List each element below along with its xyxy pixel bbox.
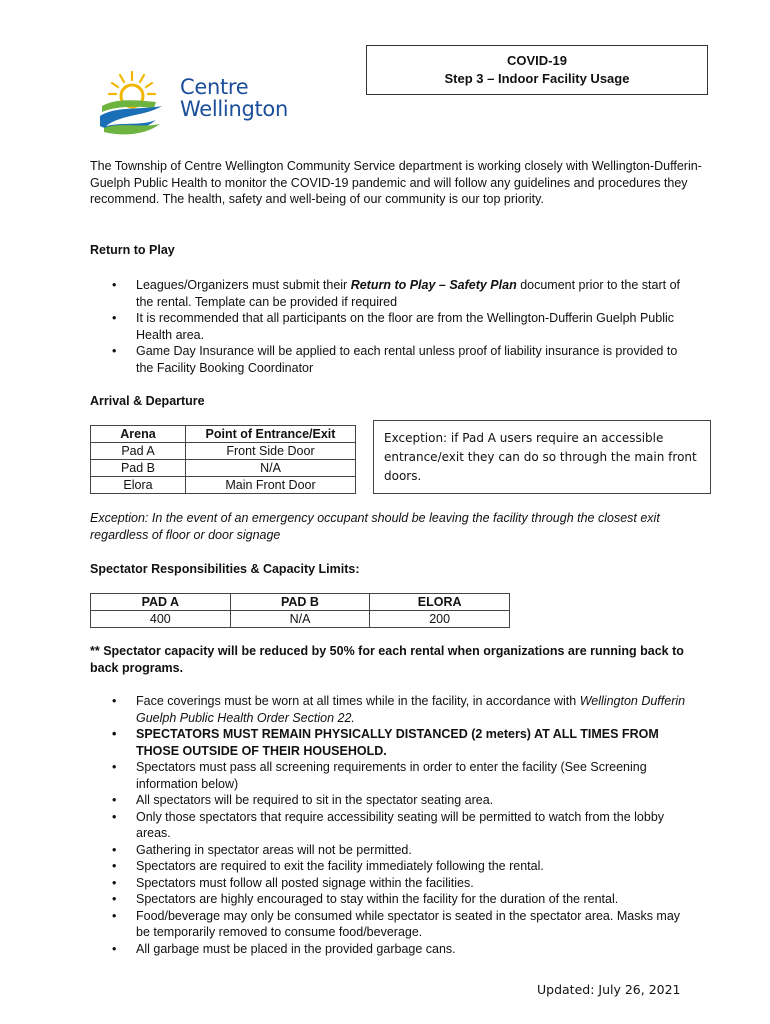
arrival-departure-heading: Arrival & Departure: [90, 394, 205, 408]
list-item: • Food/beverage may only be consumed while spectator is seated in the spectator area. Masks may be temporarily removed to consume food/beverage.: [90, 908, 690, 941]
list-item: • All spectators will be required to sit in the spectator seating area.: [90, 792, 690, 809]
capacity-cell: 400: [91, 611, 231, 628]
intro-paragraph: The Township of Centre Wellington Community Service department is working closely with Wellington-Dufferin-Guelph Public Health to monitor the COVID-19 pandemic and will follow any guidelines and procedures they recommend. The health, safety and well-being of our community is our top priority.: [90, 159, 702, 206]
list-item: • It is recommended that all participants on the floor are from the Wellington-Dufferin Guelph Public Health area.: [90, 310, 690, 343]
capacity-reduction-note: ** Spectator capacity will be reduced by 50% for each rental when organizations are running back to back programs.: [90, 644, 684, 675]
entrance-cell: N/A: [186, 460, 356, 477]
column-header-pad-b: PAD B: [230, 594, 370, 611]
list-item: • All garbage must be placed in the provided garbage cans.: [90, 941, 690, 958]
emergency-exception-note: Exception: In the event of an emergency occupant should be leaving the facility through the closest exit regardless of floor or door signage: [90, 511, 660, 542]
list-item: • Only those spectators that require accessibility seating will be permitted to watch from the lobby areas.: [90, 809, 690, 842]
updated-date: Updated: July 26, 2021: [537, 982, 681, 997]
entrance-cell: Front Side Door: [186, 443, 356, 460]
title-step: Step 3 – Indoor Facility Usage: [444, 71, 630, 86]
column-header-elora: ELORA: [370, 594, 510, 611]
table-row: [91, 443, 356, 460]
return-to-play-list: [90, 277, 690, 376]
logo-text-wellington: Wellington: [180, 97, 288, 121]
column-header-arena: Arena: [91, 426, 186, 443]
spectator-rules-list: [90, 693, 690, 957]
capacity-cell: 200: [370, 611, 510, 628]
arena-cell: Pad B: [91, 460, 186, 477]
list-item: • Game Day Insurance will be applied to each rental unless proof of liability insurance is provided to the Facility Booking Coordinator: [90, 343, 690, 376]
safety-plan-emphasis: Return to Play – Safety Plan: [350, 278, 517, 292]
logo-text-centre: Centre: [180, 75, 249, 99]
health-order-reference: Wellington Dufferin Guelph Public Health Order Section 22.: [136, 694, 686, 725]
list-item: • Face coverings must be worn at all times while in the facility, in accordance with Wellington Dufferin Guelph Public Health Order Section 22.: [90, 693, 690, 726]
arena-entrance-table: [90, 425, 356, 494]
title-covid: COVID-19: [507, 53, 567, 68]
list-item: • Spectators are required to exit the facility immediately following the rental.: [90, 858, 690, 875]
return-to-play-heading: Return to Play: [90, 243, 175, 257]
entrance-cell: Main Front Door: [186, 477, 356, 494]
list-item: • Leagues/Organizers must submit their Return to Play – Safety Plan document prior to the start of the rental. Template can be provided if required: [90, 277, 690, 310]
arena-cell: Elora: [91, 477, 186, 494]
spectator-heading: Spectator Responsibilities & Capacity Limits:: [90, 562, 360, 576]
table-row: [91, 611, 510, 628]
table-row: [91, 477, 356, 494]
accessible-exception-box: Exception: if Pad A users require an accessible entrance/exit they can do so through the main front doors.: [373, 420, 711, 494]
arena-cell: Pad A: [91, 443, 186, 460]
document-title-box: [366, 45, 708, 95]
column-header-pad-a: PAD A: [91, 594, 231, 611]
list-item: • Gathering in spectator areas will not be permitted.: [90, 842, 690, 859]
logo-emblem-icon: [96, 66, 180, 140]
column-header-point-of-entrance: Point of Entrance/Exit: [186, 426, 356, 443]
table-row: [91, 460, 356, 477]
centre-wellington-logo: [96, 66, 286, 140]
list-item: • Spectators are highly encouraged to stay within the facility for the duration of the rental.: [90, 891, 690, 908]
capacity-cell: N/A: [230, 611, 370, 628]
list-item: • Spectators must follow all posted signage within the facilities.: [90, 875, 690, 892]
spectator-capacity-table: [90, 593, 510, 628]
list-item: • Spectators must pass all screening requirements in order to enter the facility (See Screening information below): [90, 759, 690, 792]
list-item: • SPECTATORS MUST REMAIN PHYSICALLY DISTANCED (2 meters) AT ALL TIMES FROM THOSE OUTSIDE OF THEIR HOUSEHOLD.: [90, 726, 690, 759]
